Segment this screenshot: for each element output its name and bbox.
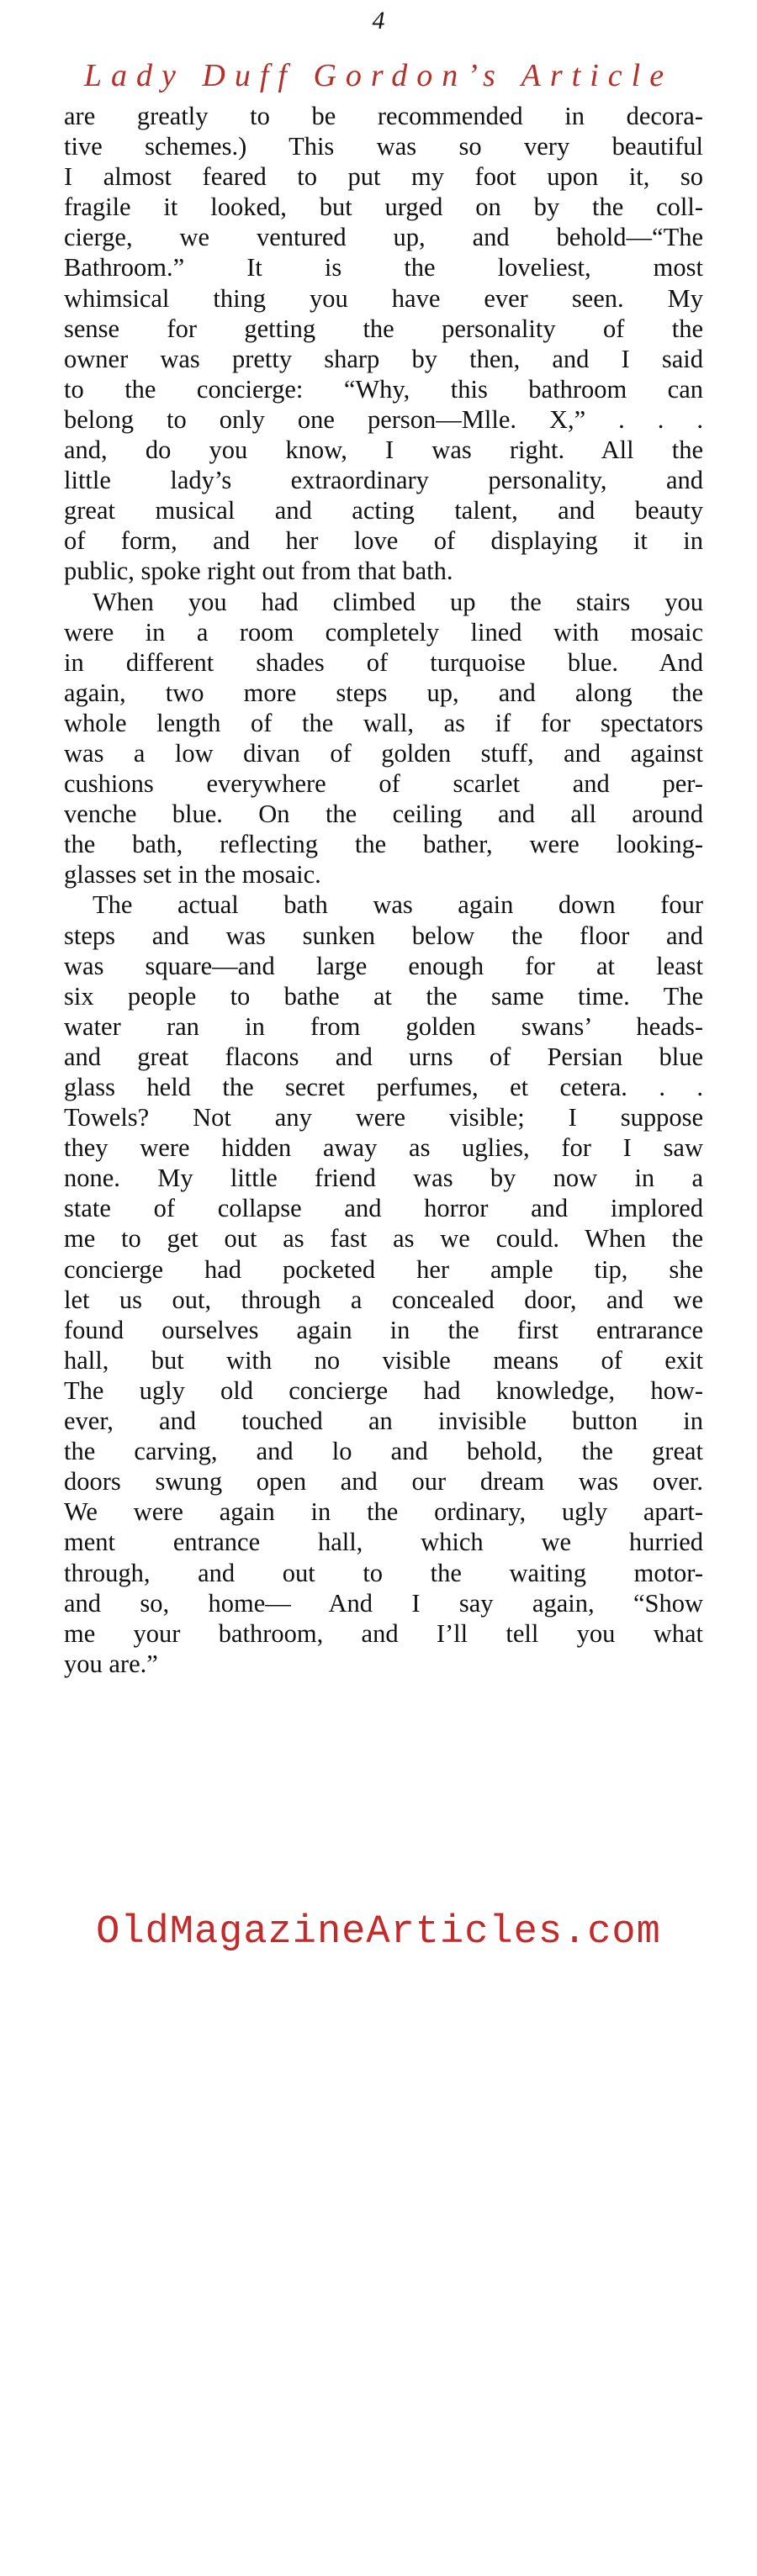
article-line: was a low divan of golden stuff, and against	[64, 738, 703, 768]
article-line: whole length of the wall, as if for spectators	[64, 708, 703, 737]
page-number: 4	[372, 7, 385, 34]
article-line: none. My little friend was by now in a	[64, 1164, 703, 1193]
article-line: in different shades of turquoise blue. And	[64, 647, 703, 677]
article-line: ever, and touched an invisible button in	[64, 1407, 703, 1436]
article-line: to the concierge: “Why, this bathroom can	[64, 374, 703, 404]
article-line: glass held the secret perfumes, et cetera. . .	[64, 1073, 703, 1101]
article-line: of form, and her love of displaying it in	[64, 526, 703, 556]
article-line: found ourselves again in the first entrarance	[64, 1315, 703, 1344]
article-line: public, spoke right out from that bath.	[64, 557, 453, 586]
article-line: concierge had pocketed her ample tip, she	[64, 1254, 703, 1284]
article-line: me your bathroom, and I’ll tell you what	[64, 1618, 703, 1648]
article-body	[64, 101, 703, 1679]
article-line: let us out, through a concealed door, and we	[64, 1285, 703, 1314]
article-line: the carving, and lo and behold, the great	[64, 1437, 703, 1466]
article-line: was square—and large enough for at least	[64, 951, 703, 980]
article-line: glasses set in the mosaic.	[64, 860, 321, 889]
article-line: and so, home— And I say again, “Show	[64, 1588, 703, 1618]
article-line: hall, but with no visible means of exit	[64, 1345, 703, 1375]
article-line: Towels? Not any were visible; I suppose	[64, 1103, 703, 1132]
article-line: through, and out to the waiting motor-	[64, 1558, 703, 1587]
article-line: belong to only one person—Mlle. X,” . . .	[64, 404, 703, 434]
article-line: sense for getting the personality of the	[64, 314, 703, 343]
article-line: again, two more steps up, and along the	[64, 678, 703, 707]
article-line: The actual bath was again down four	[93, 890, 703, 920]
article-line: fragile it looked, but urged on by the coll-	[64, 193, 703, 222]
article-line: cierge, we ventured up, and behold—“The	[64, 223, 703, 252]
article-line: are greatly to be recommended in decora-	[64, 102, 703, 130]
article-line: me to get out as fast as we could. When the	[64, 1224, 703, 1254]
article-line: ment entrance hall, which we hurried	[64, 1528, 703, 1557]
article-line: state of collapse and horror and implored	[64, 1194, 703, 1223]
article-line: you are.”	[64, 1649, 158, 1678]
article-line: were in a room completely lined with mosaic	[64, 617, 703, 647]
article-line: cushions everywhere of scarlet and per-	[64, 769, 703, 799]
article-line: owner was pretty sharp by then, and I said	[64, 344, 703, 373]
article-line: six people to bathe at the same time. The	[64, 981, 703, 1011]
article-line: Bathroom.” It is the loveliest, most	[64, 253, 703, 282]
article-line: and great flacons and urns of Persian blue	[64, 1042, 703, 1071]
article-line: little lady’s extraordinary personality, and	[64, 466, 703, 495]
article-line: tive schemes.) This was so very beautiful	[64, 132, 703, 161]
footer-brand-watermark[interactable]: OldMagazineArticles.com	[96, 1910, 661, 1955]
article-line: the bath, reflecting the bather, were looking-	[64, 830, 703, 859]
article-line: doors swung open and our dream was over.	[64, 1467, 703, 1497]
article-line: venche blue. On the ceiling and all around	[64, 800, 703, 829]
running-head-title: Lady Duff Gordon’s Article	[83, 58, 674, 93]
article-line: water ran in from golden swans’ heads-	[64, 1011, 703, 1041]
article-line: steps and was sunken below the floor and	[64, 921, 703, 950]
article-line: When you had climbed up the stairs you	[93, 587, 703, 616]
article-line: We were again in the ordinary, ugly apart-	[64, 1497, 703, 1527]
article-line: The ugly old concierge had knowledge, how-	[64, 1375, 703, 1405]
article-line: great musical and acting talent, and beauty	[64, 496, 703, 525]
article-line: whimsical thing you have ever seen. My	[64, 283, 703, 313]
article-line: they were hidden away as uglies, for I saw	[64, 1133, 703, 1163]
article-line: and, do you know, I was right. All the	[64, 435, 703, 465]
article-line: I almost feared to put my foot upon it, so	[64, 162, 703, 192]
